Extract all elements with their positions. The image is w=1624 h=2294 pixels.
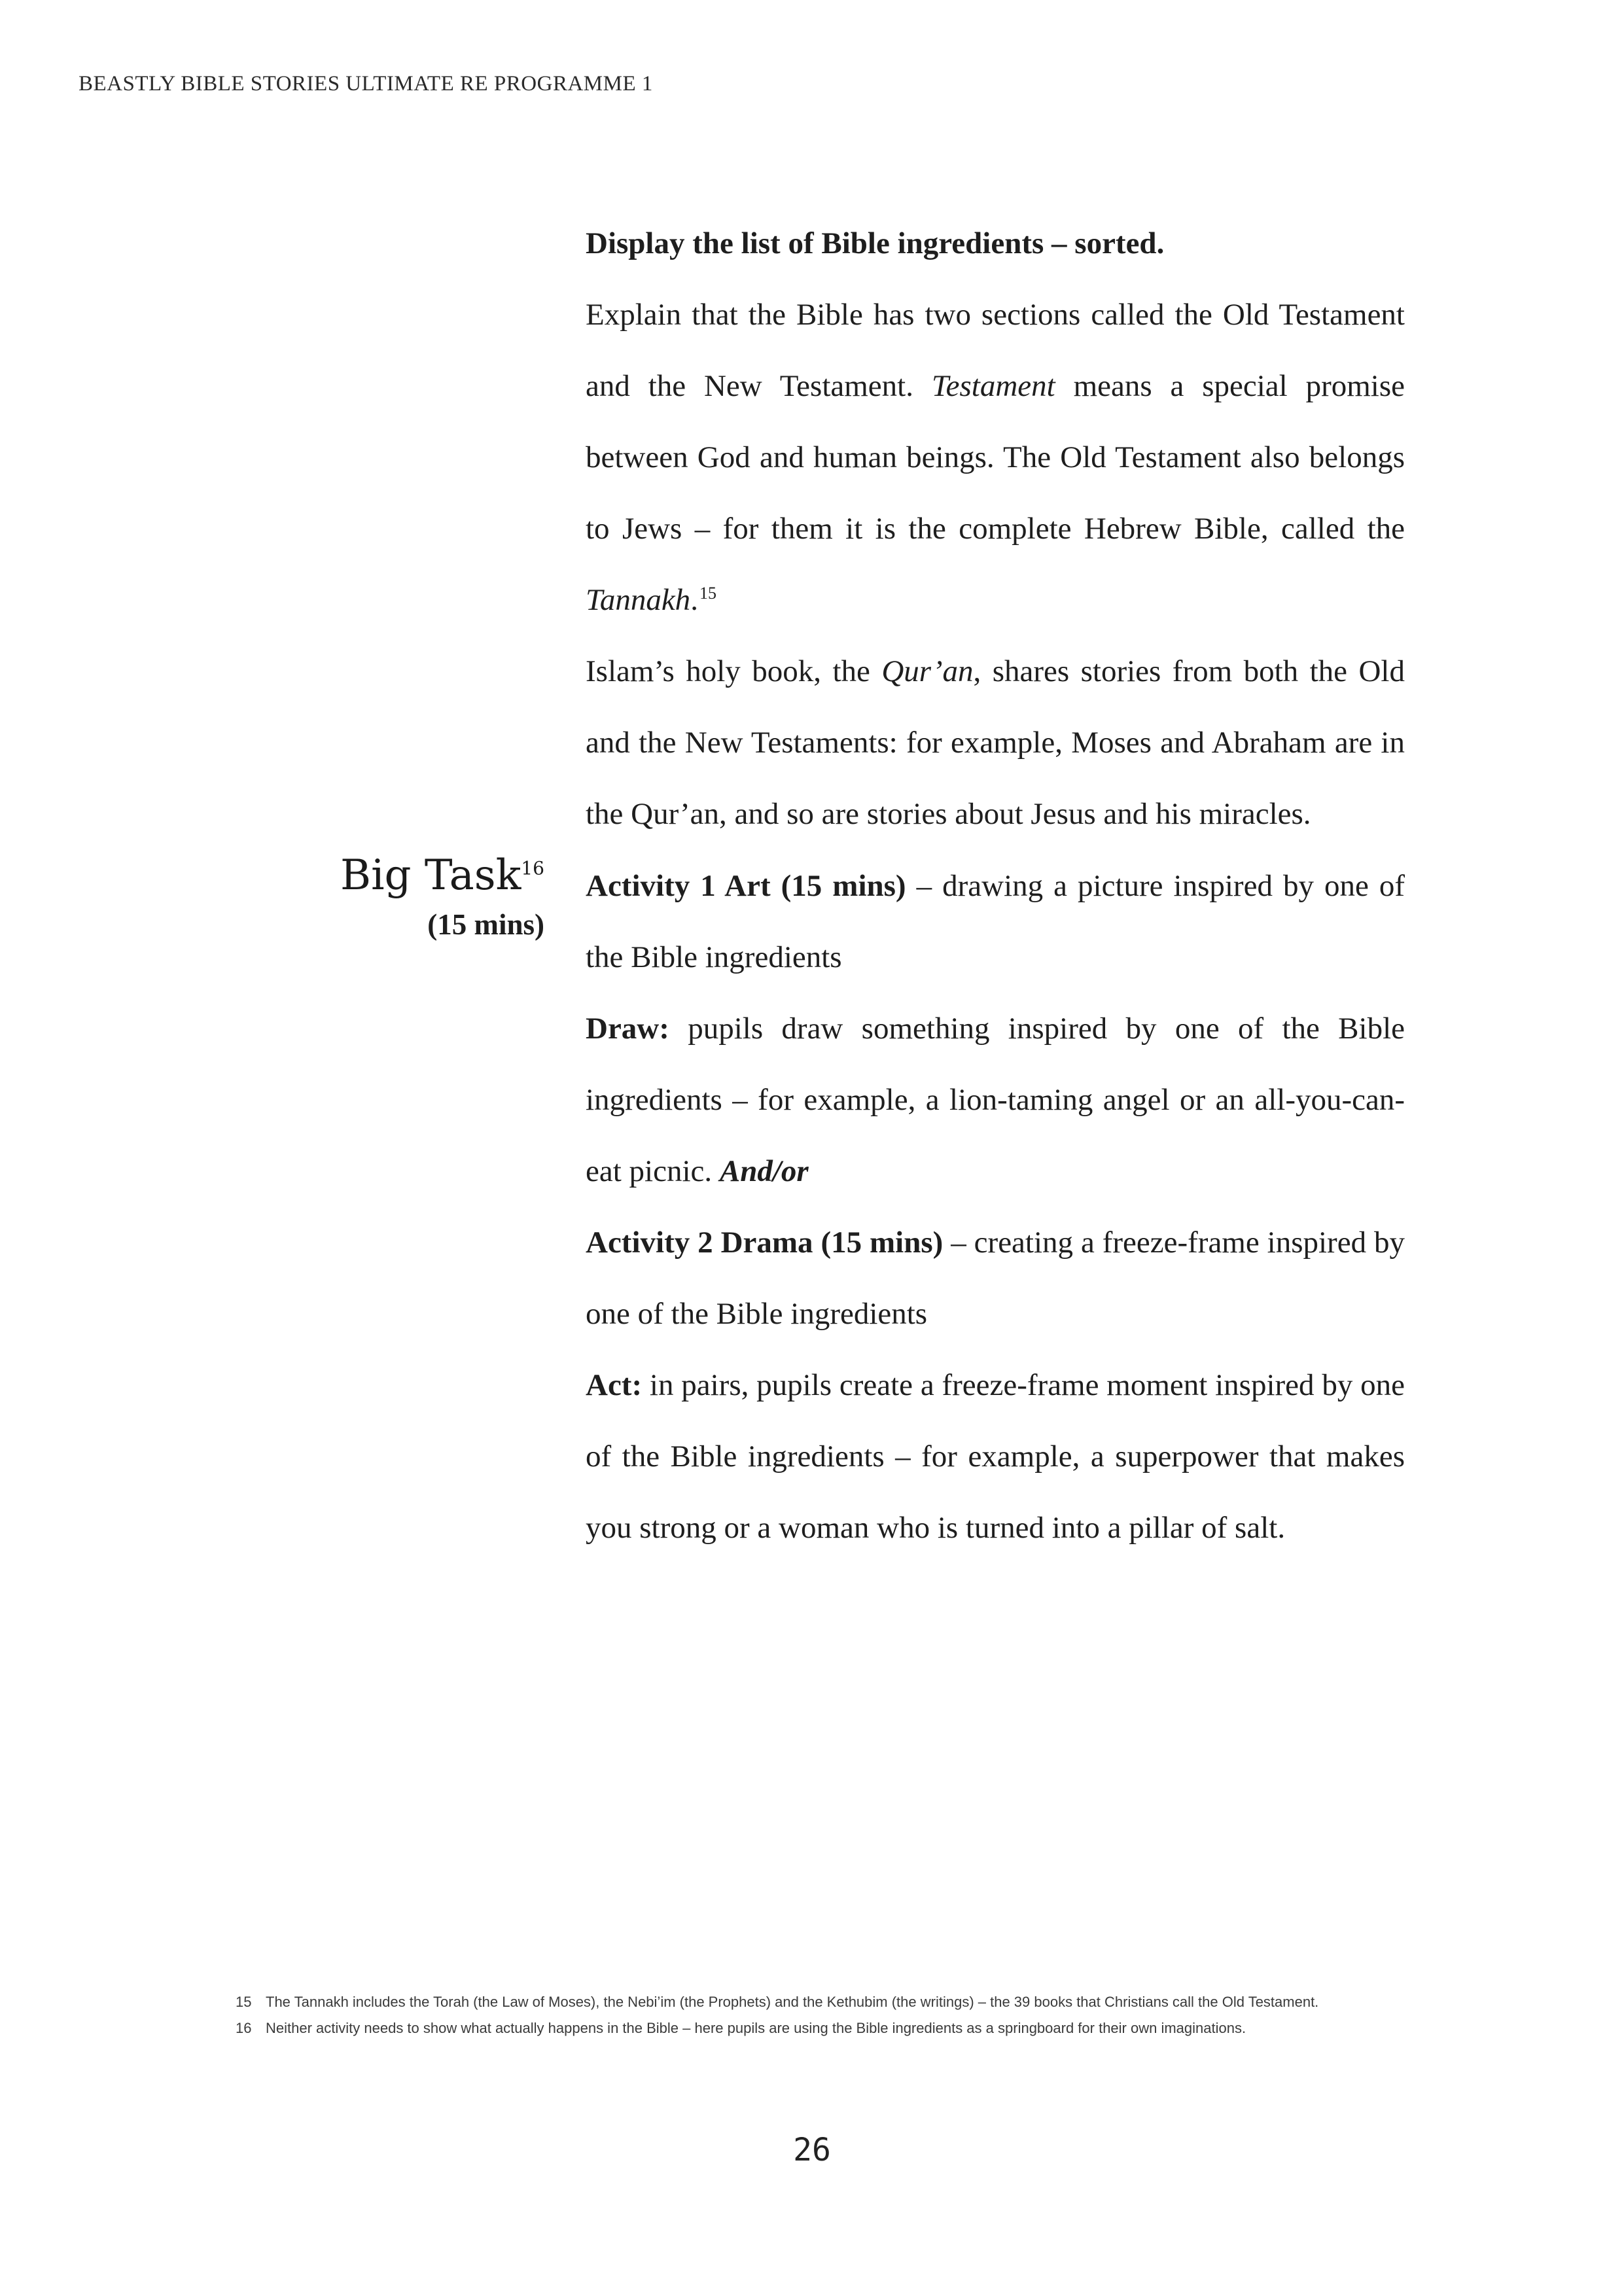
activity-1-text: – drawing a picture inspired by one of the Bible ingredients [586,869,1405,974]
activity-2-label: Activity 2 Drama (15 mins) [586,1226,944,1260]
intro-p2-text-a: Islam’s holy book, the [586,654,882,688]
footnote-16 [236,2019,1407,2038]
intro-p1-text-c: . [690,583,698,617]
term-tannakh: Tannakh [586,583,691,617]
intro-heading: Display the list of Bible ingredients – sorted. [586,226,1165,260]
footnote-number: 16 [236,2020,252,2036]
activity-1 [586,851,1405,993]
big-task-duration: (15 mins) [427,908,544,941]
draw-instruction [586,993,1405,1207]
and-or: And/or [719,1154,809,1188]
act-instruction [586,1350,1405,1564]
act-text: in pairs, pupils create a freeze-frame moment inspired by one of the Bible ingredients – for example, a superpower that makes you strong or a woman who is turned into a pillar of salt. [586,1368,1405,1545]
term-quran: Qur’an [881,654,974,688]
activity-1-label: Activity 1 Art (15 mins) [586,869,906,903]
draw-label: Draw: [586,1012,669,1046]
footnote-ref-16: 16 [521,857,544,879]
footnote-15 [236,1992,1407,2012]
intro-paragraph-testaments [586,279,1405,636]
intro-p2-text-b: , shares stories from both the Old and the New Testaments: for example, Moses and Abraham are in the Qur’an, and so are stories about Jesus and his miracles. [586,654,1405,831]
intro-paragraph-quran [586,636,1405,850]
big-task-title-text: Big Task [340,851,521,900]
footnotes [236,1992,1407,2045]
big-task-section [586,851,1405,1564]
activity-2 [586,1207,1405,1350]
term-testament: Testament [931,369,1055,403]
activity-2-text: – creating a freeze-frame inspired by one of the Bible ingredients [586,1226,1405,1331]
big-task-heading [340,849,544,947]
intro-section [586,208,1405,850]
footnote-number: 15 [236,1994,252,2010]
footnote-text: Neither activity needs to show what actually happens in the Bible – here pupils are using the Bible ingredients as a springboard for their own imaginations. [266,2020,1246,2036]
act-label: Act: [586,1368,643,1402]
page-number: 26 [793,2132,831,2168]
big-task-title [340,849,544,902]
footnote-ref-15: 15 [699,584,716,603]
intro-p1-text-b: means a special promise between God and human beings. The Old Testament also belongs to Jews – for them it is the complete Hebrew Bible, called the [586,369,1405,546]
draw-text: pupils draw something inspired by one of the Bible ingredients – for example, a lion-taming angel or an all-you-can-eat picnic. [586,1012,1405,1188]
intro-p1-text-a: Explain that the Bible has two sections called the Old Testament and the New Testament. [586,298,1405,403]
footnote-text: The Tannakh includes the Torah (the Law of Moses), the Nebi’im (the Prophets) and the Kethubim (the writings) – the 39 books that Christians call the Old Testament. [266,1994,1319,2010]
running-header: BEASTLY BIBLE STORIES ULTIMATE RE PROGRAMME 1 [79,72,653,96]
